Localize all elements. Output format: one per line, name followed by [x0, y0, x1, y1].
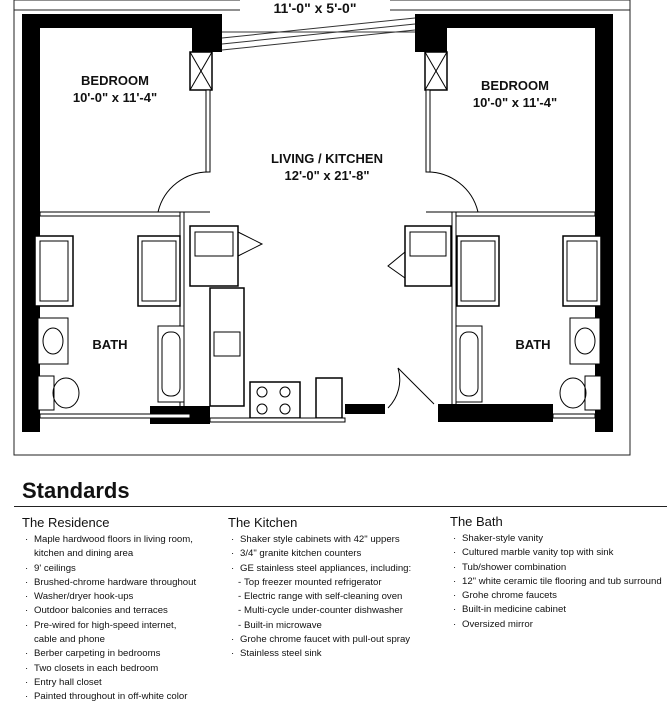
column-residence [22, 515, 222, 705]
column-heading: The Residence [22, 515, 110, 530]
column-heading: The Kitchen [228, 515, 298, 530]
list-item: - Built-in microwave [228, 619, 443, 633]
bottom-wall-right [438, 404, 553, 422]
list-item: · Berber carpeting in bedrooms [22, 647, 222, 661]
column-heading: The Bath [450, 514, 503, 529]
list-item: · Maple hardwood floors in living room, [22, 533, 222, 547]
column-bath [450, 514, 665, 632]
list-item: · Painted throughout in off-white color [22, 690, 222, 704]
duct-right [425, 52, 447, 90]
list-item: · 12" white ceramic tile flooring and tub surround [450, 575, 665, 589]
list-item: · Grohe chrome faucets [450, 589, 665, 603]
divider [14, 506, 667, 507]
list-item: · Pre-wired for high-speed internet, [22, 619, 222, 633]
pier-right [415, 14, 447, 52]
list-item: cable and phone [34, 634, 105, 646]
room-name: BEDROOM [481, 78, 549, 93]
list-item: · Oversized mirror [450, 618, 665, 632]
room-name: BATH [515, 337, 551, 352]
list-item: · Cultured marble vanity top with sink [450, 546, 665, 560]
list-item: - Multi-cycle under-counter dishwasher [228, 604, 443, 618]
room-size: 12'-0" x 21'-8" [284, 168, 370, 183]
standards-title: Standards [22, 478, 130, 503]
room-size: 10'-0" x 11'-4" [472, 95, 558, 110]
list-item: · Shaker style cabinets with 42" uppers [228, 533, 443, 547]
pier-left [192, 14, 222, 52]
list-item: · Brushed-chrome hardware throughout [22, 576, 222, 590]
top-dimension-label: 11'-0" x 5'-0" [240, 0, 390, 17]
room-label-bedroom-left [55, 72, 175, 106]
feature-list [22, 533, 222, 705]
list-item: - Electric range with self-cleaning oven [228, 590, 443, 604]
list-item: · Two closets in each bedroom [22, 662, 222, 676]
right-wall [595, 14, 613, 432]
room-name: BEDROOM [81, 73, 149, 88]
list-item: · Washer/dryer hook-ups [22, 590, 222, 604]
room-name: BATH [92, 337, 128, 352]
room-size: 10'-0" x 11'-4" [72, 90, 158, 105]
room-label-bath-left [80, 336, 140, 353]
left-wall [22, 14, 40, 432]
list-item: · Outdoor balconies and terraces [22, 604, 222, 618]
list-item: · Built-in medicine cabinet [450, 603, 665, 617]
room-label-bedroom-right [455, 77, 575, 111]
feature-list [450, 532, 665, 632]
list-item: · Entry hall closet [22, 676, 222, 690]
list-item: · 9' ceilings [22, 562, 222, 576]
list-item: kitchen and dining area [34, 548, 134, 560]
list-item: · Tub/shower combination [450, 561, 665, 575]
list-item: · Shaker-style vanity [450, 532, 665, 546]
list-item: · Stainless steel sink [228, 647, 443, 661]
duct-left [190, 52, 212, 90]
room-name: LIVING / KITCHEN [271, 151, 383, 166]
room-label-bath-right [503, 336, 563, 353]
column-kitchen [228, 515, 443, 662]
list-item: · GE stainless steel appliances, including: [228, 562, 443, 576]
feature-list [228, 533, 443, 662]
list-item: · 3/4" granite kitchen counters [228, 547, 443, 561]
list-item: - Top freezer mounted refrigerator [228, 576, 443, 590]
list-item: · Grohe chrome faucet with pull-out spray [228, 633, 443, 647]
room-label-living-kitchen [252, 150, 402, 184]
